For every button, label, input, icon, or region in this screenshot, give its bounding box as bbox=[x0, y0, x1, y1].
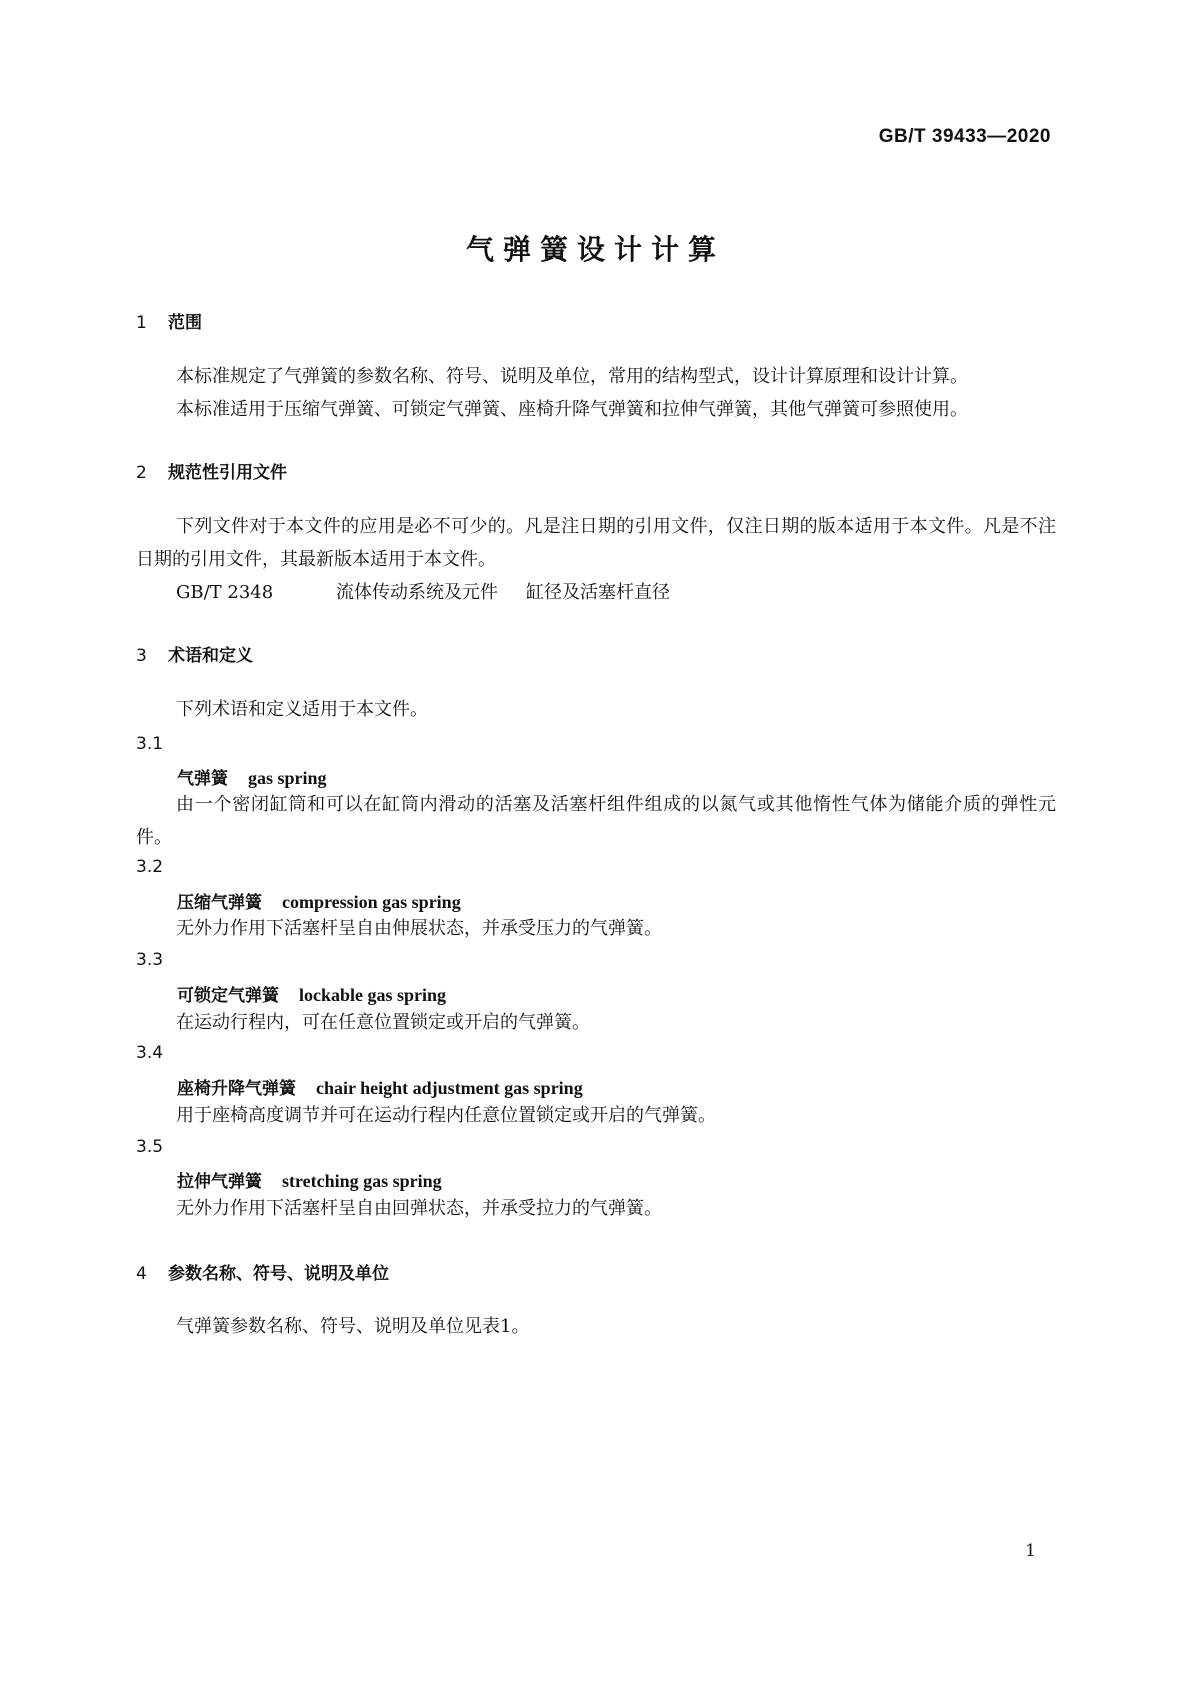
term-en: lockable gas spring bbox=[299, 985, 447, 1005]
term-en: stretching gas spring bbox=[282, 1171, 442, 1191]
term-number: 3.3 bbox=[136, 950, 164, 970]
section-number: 4 bbox=[136, 1264, 147, 1284]
term-en: compression gas spring bbox=[282, 892, 461, 912]
term-zh: 压缩气弹簧 bbox=[177, 893, 262, 913]
term-definition: 用于座椅高度调节并可在运动行程内任意位置锁定或开启的气弹簧。 bbox=[176, 1105, 716, 1126]
section-title: 术语和定义 bbox=[168, 646, 253, 666]
term-zh: 可锁定气弹簧 bbox=[177, 986, 279, 1006]
term-number: 3.4 bbox=[136, 1043, 164, 1063]
term-name bbox=[177, 764, 327, 789]
term-zh: 座椅升降气弹簧 bbox=[177, 1079, 296, 1099]
term-name bbox=[177, 981, 446, 1006]
term-definition: 无外力作用下活塞杆呈自由伸展状态，并承受压力的气弹簧。 bbox=[176, 918, 662, 939]
reference-title-part-1: 流体传动系统及元件 bbox=[336, 582, 498, 603]
section-1-paragraph-1: 本标准规定了气弹簧的参数名称、符号、说明及单位，常用的结构型式，设计计算原理和设计计算。 bbox=[176, 366, 968, 387]
term-definition: 由一个密闭缸筒和可以在缸筒内滑动的活塞及活塞杆组件组成的以氮气或其他惰性气体为储能介质的弹性元件。 bbox=[136, 794, 1056, 848]
term-number: 3.1 bbox=[136, 734, 164, 754]
normative-reference bbox=[176, 576, 670, 609]
term-definition: 无外力作用下活塞杆呈自由回弹状态，并承受拉力的气弹簧。 bbox=[176, 1198, 662, 1219]
section-2-heading bbox=[136, 458, 287, 483]
term-zh: 气弹簧 bbox=[177, 769, 228, 789]
section-3-heading bbox=[136, 641, 253, 666]
section-title: 范围 bbox=[168, 313, 202, 333]
term-en: gas spring bbox=[248, 768, 327, 788]
term-en: chair height adjustment gas spring bbox=[316, 1078, 583, 1098]
section-2-paragraph: 下列文件对于本文件的应用是必不可少的。凡是注日期的引用文件，仅注日期的版本适用于本文件。凡是不注日期的引用文件，其最新版本适用于本文件。 bbox=[136, 516, 1056, 570]
page-number: 1 bbox=[1025, 1541, 1036, 1561]
term-name bbox=[177, 1167, 442, 1192]
section-1-heading bbox=[136, 308, 202, 333]
section-title: 规范性引用文件 bbox=[168, 463, 287, 483]
section-number: 1 bbox=[136, 313, 147, 333]
term-zh: 拉伸气弹簧 bbox=[177, 1172, 262, 1192]
section-1-paragraph-2: 本标准适用于压缩气弹簧、可锁定气弹簧、座椅升降气弹簧和拉伸气弹簧，其他气弹簧可参照使用。 bbox=[176, 399, 968, 420]
term-number: 3.2 bbox=[136, 857, 164, 877]
reference-code: GB/T 2348 bbox=[176, 582, 274, 603]
section-number: 2 bbox=[136, 463, 147, 483]
section-title: 参数名称、符号、说明及单位 bbox=[168, 1264, 389, 1284]
section-4-heading bbox=[136, 1259, 389, 1284]
term-name bbox=[177, 1074, 583, 1099]
term-definition: 在运动行程内，可在任意位置锁定或开启的气弹簧。 bbox=[176, 1012, 590, 1033]
section-number: 3 bbox=[136, 646, 147, 666]
term-name bbox=[177, 888, 461, 913]
section-4-paragraph: 气弹簧参数名称、符号、说明及单位见表1。 bbox=[176, 1316, 530, 1337]
standard-code: GB/T 39433—2020 bbox=[878, 126, 1051, 147]
document-title: 气弹簧设计计算 bbox=[465, 233, 725, 266]
reference-title-part-2: 缸径及活塞杆直径 bbox=[526, 582, 670, 603]
term-number: 3.5 bbox=[136, 1137, 164, 1157]
section-3-intro: 下列术语和定义适用于本文件。 bbox=[176, 699, 428, 720]
